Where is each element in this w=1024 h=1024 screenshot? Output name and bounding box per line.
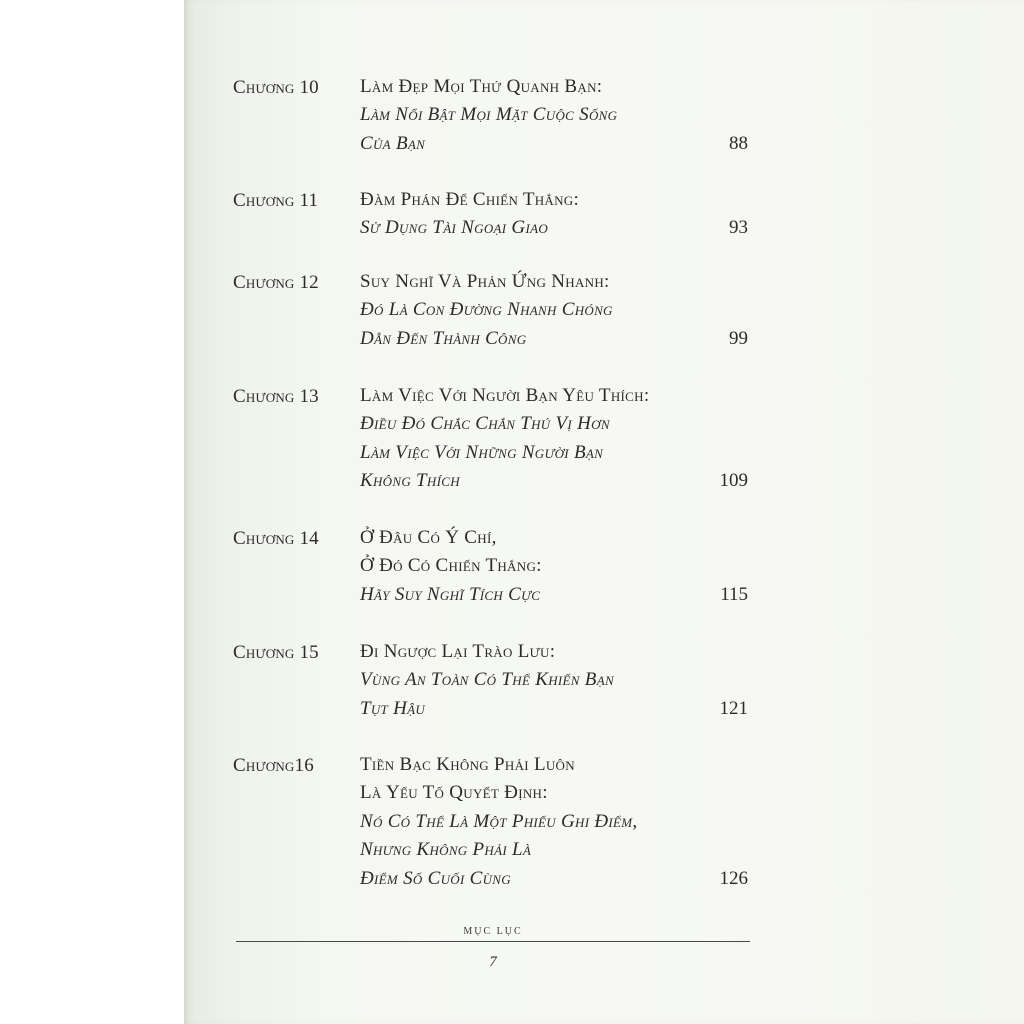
chapter-label: Chương 14 [233,528,319,549]
chapter-title-line: Đi Ngược Lại Trào Lưu: [360,641,556,662]
chapter-label: Chương 12 [233,272,319,293]
chapter-subtitle-line: Nhưng Không Phải Là [360,839,532,861]
chapter-title-line: Làm Việc Với Người Bạn Yêu Thích: [360,385,650,406]
chapter-subtitle-line: Vùng An Toàn Có Thể Khiến Bạn [360,669,614,691]
running-footer-label: MỤC LỤC [463,926,523,937]
chapter-page-number: 93 [729,217,748,239]
chapter-label: Chương 11 [233,190,319,211]
chapter-subtitle-line: Của Bạn [360,132,426,154]
chapter-title-line: Tiền Bạc Không Phải Luôn [360,754,575,775]
chapter-label: Chương16 [233,755,314,776]
chapter-title [360,751,720,893]
chapter-subtitle-line: Tụt Hậu [360,697,426,719]
chapter-subtitle-line: Làm Nổi Bật Mọi Mặt Cuộc Sống [360,104,618,126]
chapter-subtitle-line: Đó Là Con Đường Nhanh Chóng [360,299,613,321]
chapter-page-number: 126 [719,867,748,889]
footer-rule [236,941,750,942]
chapter-title-line: Ở Đó Có Chiến Thắng: [360,555,542,577]
chapter-title [360,186,720,243]
chapter-title [360,524,720,609]
chapter-title-line: Suy Nghĩ Và Phản Ứng Nhanh: [360,271,610,292]
chapter-title-line: Là Yếu Tố Quyết Định: [360,782,548,804]
chapter-page-number: 109 [719,470,748,492]
chapter-page-number: 99 [729,327,748,349]
chapter-title-line: Làm Đẹp Mọi Thứ Quanh Bạn: [360,76,603,97]
chapter-label: Chương 10 [233,77,319,98]
chapter-page-number: 115 [720,583,748,605]
chapter-title [360,268,720,353]
chapter-subtitle-line: Dẫn Đến Thành Công [360,327,527,349]
chapter-subtitle-line: Sử Dụng Tài Ngoại Giao [360,217,549,239]
chapter-subtitle-line: Hãy Suy Nghĩ Tích Cực [360,583,541,605]
chapter-label: Chương 15 [233,642,319,663]
chapter-subtitle-line: Làm Việc Với Những Người Bạn [360,441,604,463]
chapter-subtitle-line: Nó Có Thể Là Một Phiếu Ghi Điểm, [360,810,638,832]
chapter-title [360,382,720,496]
chapter-subtitle-line: Không Thích [360,470,460,492]
chapter-label: Chương 13 [233,386,319,407]
chapter-title [360,638,720,723]
chapter-title-line: Ở Đâu Có Ý Chí, [360,527,497,548]
chapter-subtitle-line: Điểm Số Cuối Cùng [360,867,511,889]
chapter-title [360,73,720,158]
page-number: 7 [489,954,497,970]
scan-margin [0,0,184,1024]
chapter-title-line: Đàm Phán Để Chiến Thắng: [360,189,580,210]
chapter-page-number: 121 [719,697,748,719]
chapter-subtitle-line: Điều Đó Chắc Chắn Thú Vị Hơn [360,413,610,435]
chapter-page-number: 88 [729,132,748,154]
